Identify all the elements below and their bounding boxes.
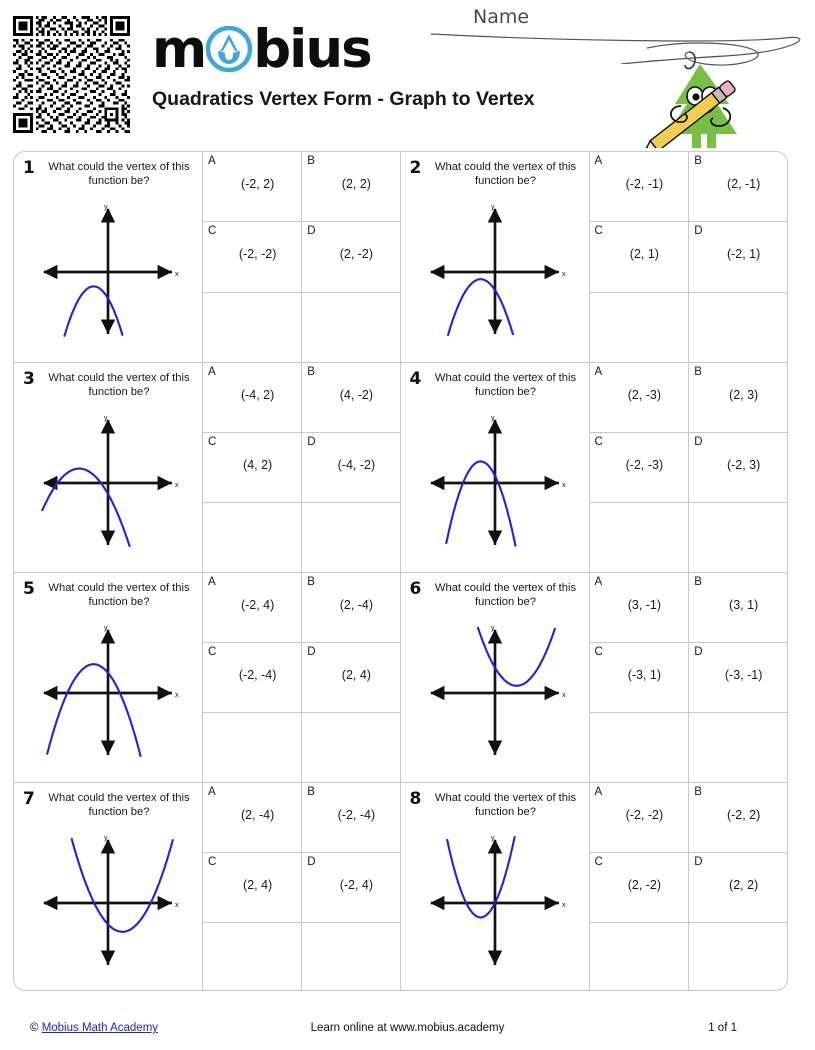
graph-6 (401, 621, 589, 763)
qr-code[interactable] (13, 16, 130, 133)
mobius-math-academy-link[interactable]: Mobius Math Academy (41, 1022, 159, 1034)
option-c[interactable] (590, 433, 689, 502)
option-letter: B (307, 155, 315, 167)
answer-options (589, 573, 788, 782)
option-value: (-2, -3) (625, 457, 664, 472)
svg-text:y: y (104, 415, 108, 422)
option-b[interactable] (688, 573, 787, 642)
option-letter: C (208, 436, 217, 448)
option-value: (2, 3) (729, 387, 759, 402)
option-c[interactable] (590, 222, 689, 291)
option-value: (2, 2) (341, 176, 371, 191)
option-letter: B (307, 786, 315, 798)
option-letter: B (694, 576, 702, 588)
question-cell-2 (401, 152, 788, 362)
option-row-blank (203, 502, 400, 572)
option-letter: C (208, 225, 217, 238)
option-value: (2, 2) (729, 877, 759, 892)
option-c[interactable] (203, 643, 301, 712)
graph-4 (401, 411, 589, 553)
option-a[interactable] (203, 363, 301, 432)
option-d[interactable] (688, 222, 787, 291)
mobius-recycle-o-icon (206, 26, 252, 72)
option-value: (-2, -2) (238, 246, 277, 261)
option-row-cd (203, 221, 400, 291)
option-value: (-2, -4) (238, 667, 277, 682)
answer-options (202, 783, 400, 991)
answer-options (202, 573, 400, 782)
option-value: (3, -1) (627, 597, 662, 612)
option-row-blank (590, 712, 788, 782)
question-number: 2 (409, 158, 422, 178)
option-value: (2, -1) (726, 176, 761, 191)
prompt-pane (401, 363, 589, 572)
questions-grid (13, 151, 788, 991)
question-cell-8 (401, 783, 788, 991)
option-letter: D (694, 646, 703, 658)
question-cell-6 (401, 573, 788, 782)
option-letter: C (594, 856, 603, 868)
question-number: 3 (23, 369, 35, 389)
option-value: (2, -2) (627, 877, 662, 892)
option-row-blank (203, 922, 400, 991)
blank-cell (688, 713, 787, 782)
prompt-pane (401, 152, 589, 362)
option-value: (3, 1) (729, 597, 759, 612)
option-a[interactable] (590, 363, 689, 432)
name-label: Name (473, 6, 530, 28)
copyright-symbol: © (30, 1022, 39, 1034)
option-letter: A (594, 155, 603, 167)
option-row-cd (203, 432, 400, 502)
question-prompt: What could the vertex of this function be? (48, 161, 190, 188)
option-row-ab (590, 363, 788, 432)
answer-options (589, 363, 788, 572)
question-cell-3 (14, 363, 401, 572)
option-c[interactable] (590, 643, 689, 712)
question-row (14, 152, 787, 362)
option-value: (4, 2) (243, 457, 273, 472)
option-row-cd (590, 432, 788, 502)
option-value: (-2, 4) (240, 597, 275, 612)
question-number: 4 (409, 369, 422, 389)
option-row-ab (203, 573, 400, 642)
option-letter: B (694, 155, 702, 167)
option-b[interactable] (688, 152, 787, 221)
answer-options (202, 152, 400, 362)
option-c[interactable] (590, 853, 689, 922)
option-d[interactable] (301, 222, 399, 291)
page-header (0, 0, 815, 148)
option-letter: A (208, 366, 216, 378)
option-letter: C (208, 856, 217, 868)
blank-cell (590, 503, 689, 572)
option-value: (-2, 2) (726, 807, 761, 822)
svg-text:y: y (490, 625, 494, 632)
question-number: 1 (23, 158, 35, 178)
option-b[interactable] (301, 363, 399, 432)
option-letter: B (307, 576, 315, 588)
option-b[interactable] (301, 783, 399, 852)
option-letter: D (307, 856, 316, 868)
option-row-ab (590, 573, 788, 642)
svg-text:y: y (104, 835, 108, 842)
option-row-cd (590, 642, 788, 712)
graph-7 (14, 831, 202, 973)
graph-8 (401, 831, 589, 973)
option-letter: A (208, 786, 216, 798)
svg-text:y: y (104, 204, 108, 211)
option-row-cd (590, 852, 788, 922)
option-row-ab (203, 363, 400, 432)
option-b[interactable] (688, 783, 787, 852)
option-value: (-2, 4) (339, 877, 374, 892)
option-d[interactable] (301, 643, 399, 712)
option-value: (-2, -4) (337, 807, 376, 822)
blank-cell (203, 713, 301, 782)
svg-text:x: x (561, 271, 565, 278)
question-prompt: What could the vertex of this function be? (434, 372, 577, 399)
option-value: (2, 4) (243, 877, 273, 892)
question-cell-1 (14, 152, 401, 362)
svg-text:y: y (490, 204, 494, 211)
question-prompt: What could the vertex of this function be? (434, 582, 577, 609)
option-d[interactable] (688, 853, 787, 922)
graph-2 (401, 200, 589, 342)
blank-cell (203, 293, 301, 362)
prompt-pane (401, 783, 589, 991)
graph-1 (14, 200, 202, 342)
blank-cell (688, 293, 787, 362)
question-prompt: What could the vertex of this function be? (434, 792, 577, 819)
option-value: (-2, 2) (240, 176, 275, 191)
option-letter: A (208, 576, 216, 588)
answer-options (589, 783, 788, 991)
option-value: (-4, -2) (337, 457, 376, 472)
option-value: (4, -2) (339, 387, 374, 402)
question-number: 6 (409, 579, 422, 599)
option-value: (-2, 3) (726, 457, 761, 472)
page-indicator: 1 of 1 (708, 1022, 737, 1034)
question-row (14, 782, 787, 991)
option-row-blank (590, 292, 788, 362)
svg-text:y: y (490, 415, 494, 422)
question-cell-7 (14, 783, 401, 991)
logo-text-right: bius (253, 18, 371, 80)
footer-center-text: Learn online at www.mobius.academy (310, 1022, 505, 1034)
option-letter: D (307, 646, 316, 658)
option-row-cd (203, 642, 400, 712)
option-a[interactable] (203, 152, 301, 221)
option-value: (-2, -1) (625, 176, 664, 191)
option-a[interactable] (590, 573, 689, 642)
option-letter: C (208, 646, 217, 658)
prompt-pane (14, 783, 202, 991)
svg-text:x: x (175, 271, 179, 278)
blank-cell (301, 503, 399, 572)
option-value: (2, -2) (339, 246, 374, 261)
option-d[interactable] (301, 853, 399, 922)
prompt-pane (14, 573, 202, 782)
option-d[interactable] (688, 433, 787, 502)
graph-3 (14, 411, 202, 553)
option-letter: A (594, 786, 603, 798)
question-prompt: What could the vertex of this function be? (48, 372, 190, 399)
page-title: Quadratics Vertex Form - Graph to Vertex (152, 88, 535, 110)
question-cell-5 (14, 573, 401, 782)
option-value: (2, -3) (627, 387, 662, 402)
option-value: (-2, 1) (726, 246, 761, 261)
blank-cell (590, 713, 689, 782)
option-c[interactable] (203, 433, 301, 502)
option-row-ab (590, 783, 788, 852)
option-letter: D (307, 436, 316, 448)
option-d[interactable] (688, 643, 787, 712)
blank-cell (590, 293, 689, 362)
blank-cell (688, 503, 787, 572)
blank-cell (688, 923, 787, 991)
qr-code-image (13, 16, 130, 133)
option-a[interactable] (203, 573, 301, 642)
mascot-icon (645, 42, 765, 148)
page-footer (0, 1022, 815, 1044)
question-prompt: What could the vertex of this function be? (48, 792, 190, 819)
option-letter: A (208, 155, 216, 167)
option-letter: D (694, 856, 703, 868)
prompt-pane (14, 152, 202, 362)
option-b[interactable] (301, 152, 399, 221)
svg-text:x: x (561, 692, 565, 699)
option-letter: C (594, 225, 603, 238)
option-row-blank (590, 502, 788, 572)
svg-text:x: x (561, 482, 565, 489)
option-letter: C (594, 646, 603, 658)
graph-5 (14, 621, 202, 763)
option-letter: A (594, 576, 603, 588)
answer-options (589, 152, 788, 362)
option-value: (2, -4) (240, 807, 275, 822)
blank-cell (301, 293, 399, 362)
svg-text:x: x (175, 482, 179, 489)
option-row-ab (203, 783, 400, 852)
option-letter: B (694, 786, 702, 798)
option-row-blank (203, 712, 400, 782)
option-value: (-4, 2) (240, 387, 275, 402)
question-prompt: What could the vertex of this function be? (48, 582, 190, 609)
option-b[interactable] (688, 363, 787, 432)
blank-cell (203, 923, 301, 991)
svg-text:x: x (561, 902, 565, 909)
option-a[interactable] (590, 783, 689, 852)
option-row-blank (203, 292, 400, 362)
option-value: (2, 1) (629, 246, 659, 261)
option-letter: B (307, 366, 315, 378)
question-number: 7 (23, 789, 35, 809)
option-letter: B (694, 366, 702, 378)
svg-text:y: y (104, 625, 108, 632)
option-a[interactable] (203, 783, 301, 852)
option-letter: D (694, 225, 703, 238)
option-row-ab (203, 152, 400, 221)
option-c[interactable] (203, 853, 301, 922)
option-value: (2, 4) (341, 667, 371, 682)
answer-options (202, 363, 400, 572)
question-number: 8 (409, 789, 422, 809)
blank-cell (203, 503, 301, 572)
svg-text:x: x (175, 902, 179, 909)
prompt-pane (14, 363, 202, 572)
blank-cell (301, 923, 399, 991)
option-c[interactable] (203, 222, 301, 291)
option-letter: A (594, 366, 603, 378)
blank-cell (301, 713, 399, 782)
option-value: (-3, -1) (724, 667, 763, 682)
option-row-cd (590, 221, 788, 291)
option-row-cd (203, 852, 400, 922)
question-prompt: What could the vertex of this function be? (434, 161, 577, 188)
option-a[interactable] (590, 152, 689, 221)
blank-cell (590, 923, 689, 991)
option-d[interactable] (301, 433, 399, 502)
option-letter: C (594, 436, 603, 448)
question-number: 5 (23, 579, 35, 599)
svg-text:y: y (490, 835, 494, 842)
option-b[interactable] (301, 573, 399, 642)
option-row-ab (590, 152, 788, 221)
option-letter: D (694, 436, 703, 448)
question-row (14, 572, 787, 782)
logo-text-left: m (152, 18, 206, 80)
option-value: (-3, 1) (627, 667, 662, 682)
option-letter: D (307, 225, 316, 238)
svg-text:x: x (175, 692, 179, 699)
option-value: (2, -4) (339, 597, 374, 612)
option-value: (-2, -2) (625, 807, 664, 822)
prompt-pane (401, 573, 589, 782)
question-cell-4 (401, 363, 788, 572)
question-row (14, 362, 787, 572)
option-row-blank (590, 922, 788, 991)
